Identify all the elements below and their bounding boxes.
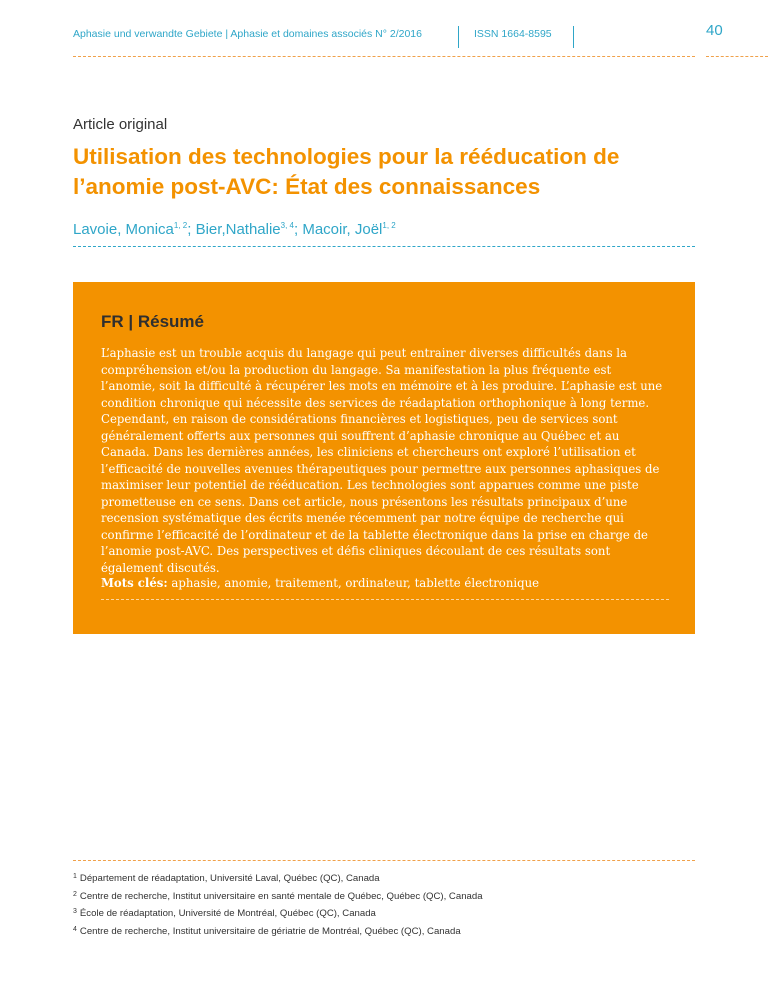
footnote-text: Département de réadaptation, Université Laval, Québec (QC), Canada	[79, 873, 380, 884]
footnote	[73, 904, 695, 922]
author-affiliation: 1, 2	[173, 221, 188, 230]
header-rule	[73, 56, 695, 57]
journal-name: Aphasie und verwandte Gebiete | Aphasie et domaines associés N° 2/2016	[73, 28, 422, 40]
author-affiliation: 1, 2	[382, 221, 396, 230]
author-affiliation: 3, 4	[280, 221, 294, 230]
article-title: Utilisation des technologies pour la rééducation de l’anomie post-AVC: État des connaissances	[73, 144, 620, 199]
abstract-box	[73, 282, 695, 634]
abstract-heading: FR | Résumé	[101, 312, 205, 331]
footnote-text: Centre de recherche, Institut universitaire de gériatrie de Montréal, Québec (QC), Canada	[79, 925, 461, 937]
keywords-rule	[101, 599, 669, 600]
footnote	[73, 869, 695, 887]
keywords	[101, 576, 669, 590]
footnote	[73, 887, 695, 905]
author-name: Lavoie, Monica	[73, 221, 174, 238]
footnote-number: 2	[73, 890, 77, 898]
abstract-text: L’aphasie est un trouble acquis du langage qui peut entrainer diverses difficultés dans la compréhension et/ou la production du langage. Sa manifestation la plus fréquente est l’anomie, soit la difficulté à récupérer les mots en mémoire et à les produire. L’aphasie est une condition chronique qui nécessite des services de réadaptation orthophonique à long terme. Cependant, en raison de considérations financières et logistiques, peu de services sont généralement offerts aux personnes qui souffrent d’aphasie chronique au Québec et au Canada. Dans les dernières années, les cliniciens et chercheurs ont exploré l’utilisation et l’efficacité de nouvelles avenues thérapeutiques pour permettre aux personnes aphasiques de maximiser leur potentiel de rééducation. Les technologies sont apparues comme une piste prometteuse en ce sens. Dans cet article, nous présentons les résultats principaux d’une recension systématique des écrits menée récemment par notre équipe de recherche qui confirme l’efficacité de l’ordinateur et de la tablette électronique dans la prise en charge de l’anomie post-AVC. Des perspectives et défis cliniques découlant de ces résultats sont également discutés.	[101, 346, 663, 575]
keywords-list: aphasie, anomie, traitement, ordinateur, tablette électronique	[171, 576, 540, 590]
footnote-rule	[73, 860, 695, 861]
footnote-number: 1	[73, 873, 77, 880]
footnote-text: École de réadaptation, Université de Montréal, Québec (QC), Canada	[79, 908, 376, 919]
footnote-number: 3	[73, 908, 77, 915]
footnote-text: Centre de recherche, Institut universitaire en santé mentale de Québec, Québec (QC), Canada	[79, 890, 483, 902]
article-type: Article original	[73, 116, 168, 133]
author-separator: ;	[187, 221, 196, 238]
header-divider	[573, 26, 574, 48]
header-divider	[458, 26, 459, 48]
running-header	[73, 26, 695, 46]
author-separator: ;	[294, 221, 303, 238]
footnote	[73, 922, 695, 940]
header-rule-right	[706, 56, 768, 57]
footnotes	[73, 869, 695, 939]
issn: ISSN 1664-8595	[474, 28, 552, 40]
author-list	[73, 221, 396, 238]
footnote-number: 4	[73, 925, 77, 933]
keywords-label: Mots clés:	[101, 576, 168, 590]
authors-rule	[73, 246, 695, 247]
author-name: Macoir, Joël	[302, 221, 383, 238]
author-name: Bier,Nathalie	[195, 221, 281, 238]
page-number: 40	[706, 22, 723, 39]
